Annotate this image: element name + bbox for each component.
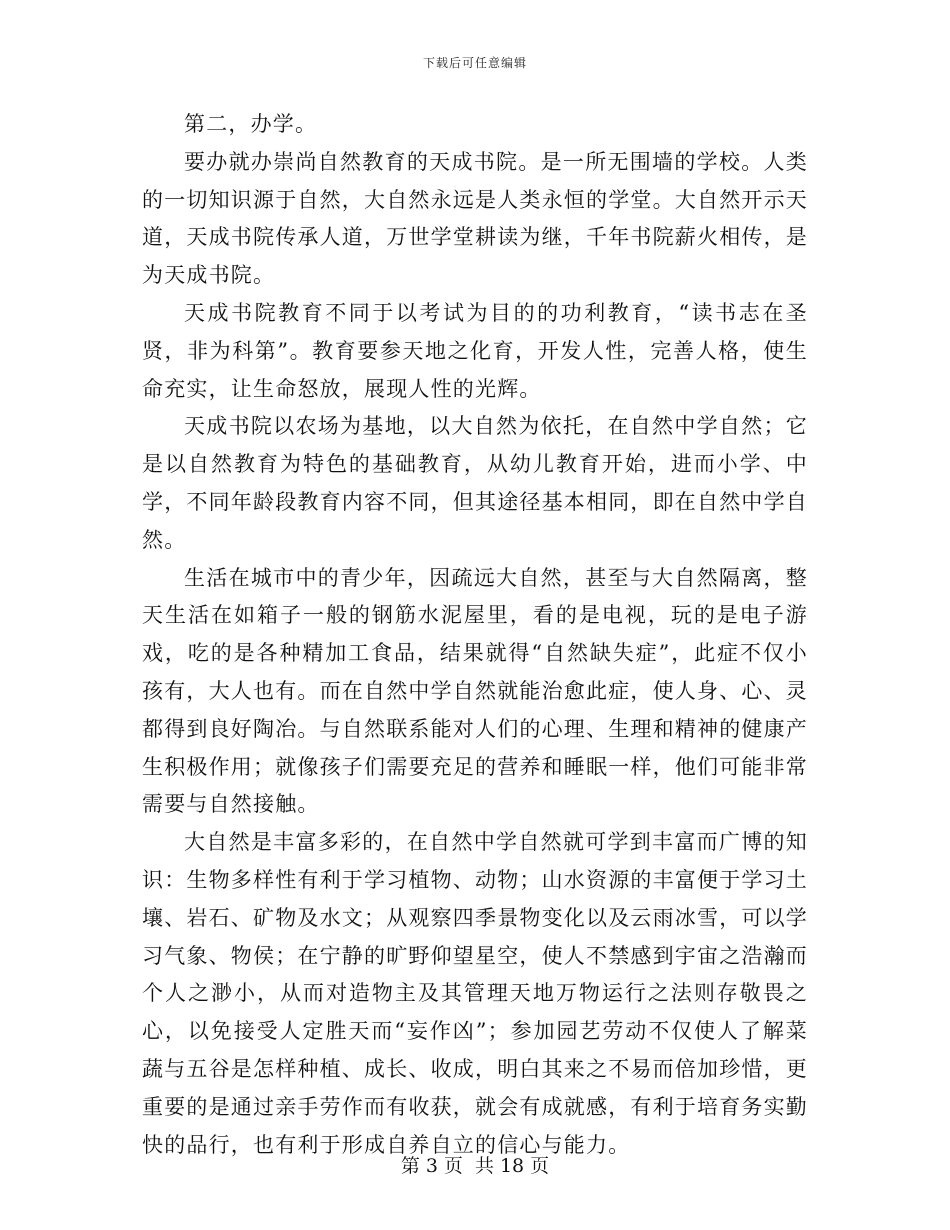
page-footer (0, 1151, 950, 1178)
paragraph: 生活在城市中的青少年，因疏远大自然，甚至与大自然隔离，整天生活在如箱子一般的钢筋水泥屋里，看的是电视，玩的是电子游戏，吃的是各种精加工食品，结果就得“自然缺失症”，此症不仅小孩有，大人也有。而在自然中学自然就能治愈此症，使人身、心、灵都得到良好陶冶。与自然联系能对人们的心理、生理和精神的健康产生积极作用；就像孩子们需要充足的营养和睡眠一样，他们可能非常需要与自然接触。 (142, 565, 808, 817)
paragraph: 要办就办崇尚自然教育的天成书院。是一所无围墙的学校。人类的一切知识源于自然，大自然永远是人类永恒的学堂。大自然开示天道，天成书院传承人道，万世学堂耕读为继，千年书院薪火相传，是为天成书院。 (142, 149, 808, 288)
header-note: 下载后可任意编辑 (422, 56, 527, 70)
paragraph: 天成书院教育不同于以考试为目的的功利教育，“读书志在圣贤，非为科第”。教育要参天地之化育，开发人性，完善人格，使生命充实，让生命怒放，展现人性的光辉。 (142, 300, 808, 401)
paragraph: 大自然是丰富多彩的，在自然中学自然就可学到丰富而广博的知识：生物多样性有利于学习植物、动物；山水资源的丰富便于学习土壤、岩石、矿物及水文；从观察四季景物变化以及云雨冰雪，可以学习气象、物侯；在宁静的旷野仰望星空，使人不禁感到宇宙之浩瀚而个人之渺小，从而对造物主及其管理天地万物运行之法则存敬畏之心，以免接受人定胜天而“妄作凶”；参加园艺劳动不仅使人了解菜蔬与五谷是怎样种植、成长、收成，明白其来之不易而倍加珍惜，更重要的是通过亲手劳作而有收获，就会有成就感，有利于培育务实勤快的品行，也有利于形成自养自立的信心与能力。 (142, 830, 808, 1157)
paragraph-heading: 第二，办学。 (184, 112, 318, 136)
footer-total-pages: 18 (499, 1155, 525, 1177)
footer-current-page: 3 (425, 1155, 438, 1177)
document-body (142, 106, 808, 1164)
footer-label-end: 页 (530, 1155, 550, 1177)
footer-label-of: 页 共 (443, 1155, 494, 1177)
footer-label-page: 第 (400, 1155, 420, 1177)
paragraph: 天成书院以农场为基地，以大自然为依托，在自然中学自然；它是以自然教育为特色的基础教育，从幼儿教育开始，进而小学、中学，不同年龄段教育内容不同，但其途径基本相同，即在自然中学自然。 (142, 414, 808, 552)
